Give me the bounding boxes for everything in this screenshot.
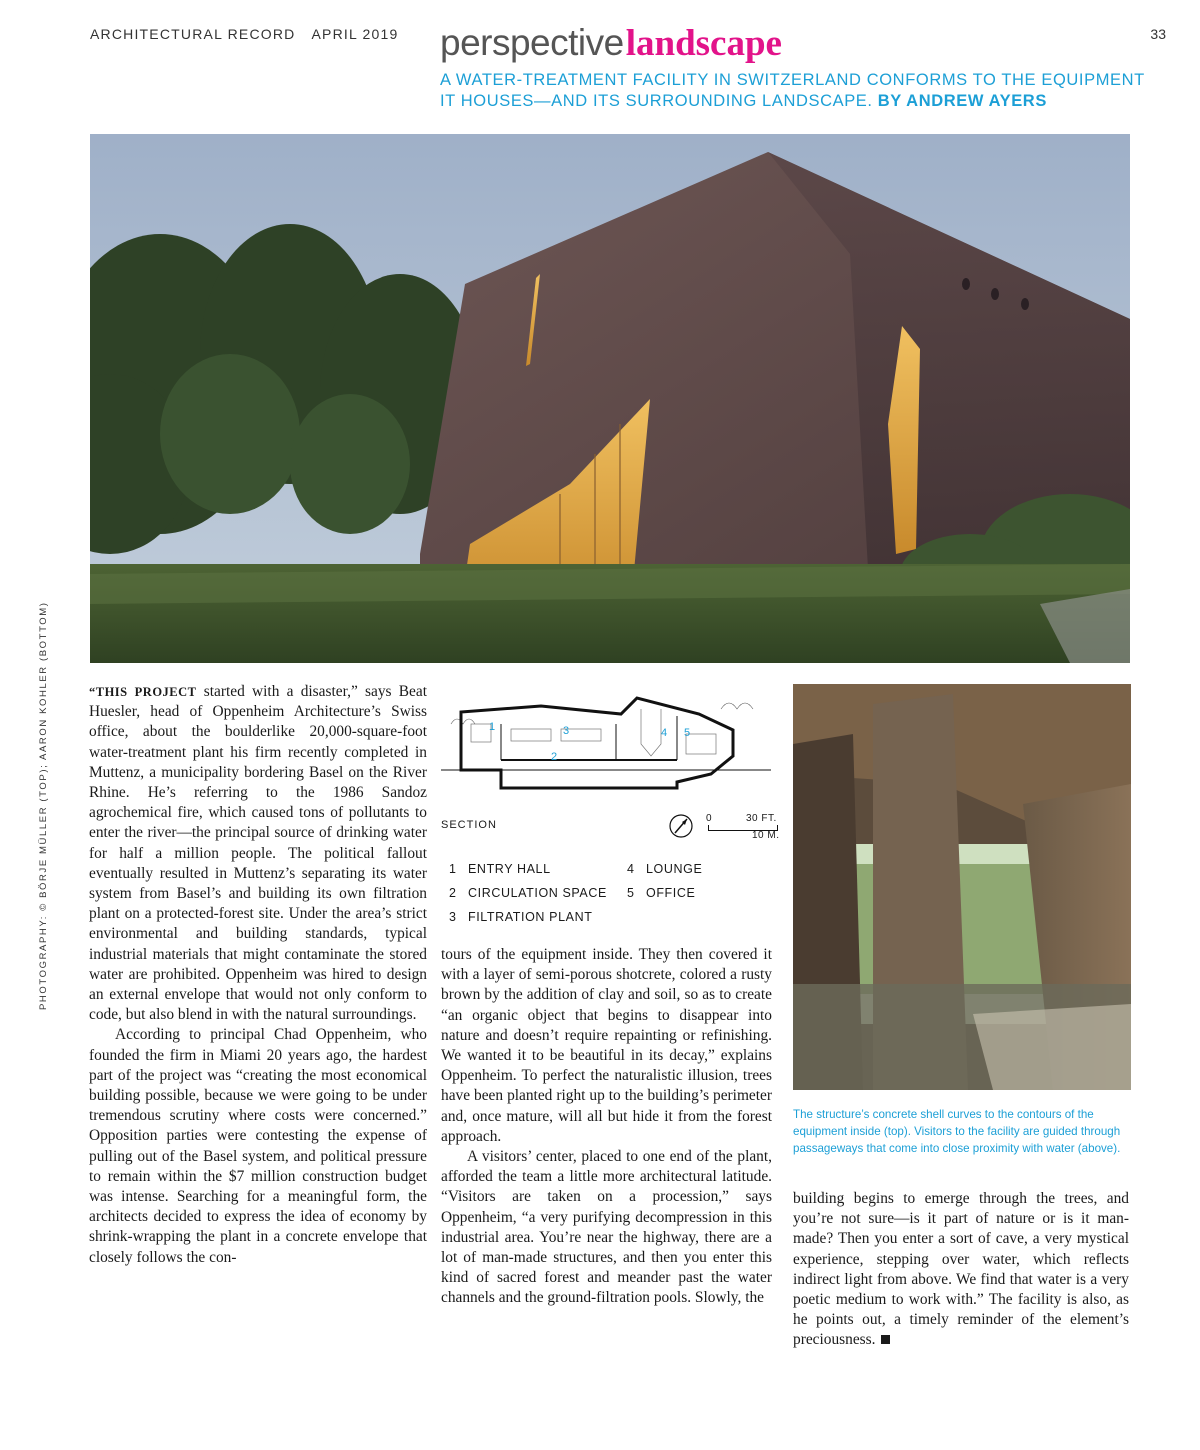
section-title (440, 22, 782, 65)
paragraph: According to principal Chad Oppenheim, who founded the firm in Miami 20 years ago, the hardest part of the project was “creating the most economical building possible, because we were going to be under tremendous scrutiny where costs were concerned.” Opposition parties were contesting the expense of pulling out of the Basel system, and political pressure to remain within the $7 million construction budget was intense. Searching for a meaningful form, the architects decided to express the idea of economy by shrink-wrapping the plant in a concrete envelope that closely follows the con- (89, 1026, 427, 1266)
legend-label: OFFICE (646, 886, 696, 900)
callout-1: 1 (489, 721, 496, 733)
photo-caption: The structure’s concrete shell curves to the contours of the equipment inside (top). Visitors to the facility are guided through passageways that come into close proximity with water (above). (793, 1108, 1121, 1155)
interior-photo (793, 684, 1131, 1090)
legend-num: 3 (449, 910, 457, 924)
paragraph: “THIS PROJECT started with a disaster,” says Beat Huesler, head of Oppenheim Architecture’s Swiss office, about the boulderlike 20,000-square-foot water-treatment plant his firm recently completed in Muttenz, a municipality bordering Basel on the River Rhine. He’s referring to the 1986 Sandoz agrochemical fire, which caused tons of pollutants to enter the river—the principal source of drinking water for half a million people. The political fallout eventually resulted in Muttenz’s separating its water system from Basel’s and building its own filtration plant on a protected-forest site. Under the area’s strict environmental and building standards, typical industrial materials that might contaminate the stored water are prohibited. Oppenheim was hired to design an external envelope that would not only conform to code, but also blend in with the natural surroundings. (89, 683, 427, 1024)
title-perspective: perspective (440, 22, 624, 63)
main-photo (90, 134, 1130, 663)
title-landscape: landscape (625, 23, 782, 64)
paragraph: A visitors’ center, placed to one end of the plant, afforded the team a little more architectural latitude. “Visitors are taken on a procession,” says Oppenheim, “a very purifying decompression in this industrial area. You’re near the highway, there are a lot of man-made structures, and then you enter this kind of sacred forest and meander past the water channels and the ground-filtration pools. Slowly, the (441, 1148, 772, 1307)
legend-item (449, 886, 607, 900)
section-drawing (441, 684, 771, 804)
byline: BY ANDREW AYERS (877, 92, 1047, 110)
callout-2: 2 (551, 751, 558, 763)
body-column-2 (441, 945, 772, 1309)
section-label: SECTION (441, 819, 497, 831)
page-number: 33 (1150, 26, 1166, 42)
callout-3: 3 (563, 725, 570, 737)
deck (440, 70, 1160, 112)
scale-zero: 0 (706, 813, 713, 824)
legend-label: FILTRATION PLANT (468, 910, 593, 924)
end-mark-icon (881, 1335, 890, 1344)
body-column-3 (793, 1189, 1129, 1351)
paragraph: building begins to emerge through the trees, and you’re not sure—is it part of nature or is it man-made? Then you enter a sort of cave, a very mystical experience, stepping over water, which reflects indirect light from above. We find that water is a very poetic medium to work with.” The facility is also, as he points out, a timely reminder of the element’s preciousness. (793, 1190, 1129, 1349)
magazine-name: ARCHITECTURAL RECORD (90, 26, 296, 42)
legend-num: 4 (627, 862, 635, 876)
callout-4: 4 (661, 727, 668, 739)
legend-label: ENTRY HALL (468, 862, 551, 876)
issue-date: APRIL 2019 (311, 26, 399, 42)
legend-num: 2 (449, 886, 457, 900)
legend-num: 5 (627, 886, 635, 900)
legend-item (449, 862, 551, 876)
callout-5: 5 (684, 727, 691, 739)
photo-credit: PHOTOGRAPHY: © BÖRJE MÜLLER (TOP); AARON KOHLER (BOTTOM) (38, 601, 49, 1010)
scale-meters: 10 M. (752, 830, 780, 841)
legend-label: LOUNGE (646, 862, 703, 876)
legend-num: 1 (449, 862, 457, 876)
deck-text: A WATER-TREATMENT FACILITY IN SWITZERLAND CONFORMS TO THE EQUIPMENT IT HOUSES—AND ITS SURROUNDING LANDSCAPE. (440, 71, 1145, 110)
legend-item (449, 910, 592, 924)
running-header (90, 26, 398, 42)
legend-item (627, 886, 695, 900)
legend-label: CIRCULATION SPACE (468, 886, 607, 900)
north-arrow-icon (668, 813, 694, 844)
paragraph: tours of the equipment inside. They then covered it with a layer of semi-porous shotcrete, colored a rusty brown by the addition of clay and soil, so as to create “an organic object that begins to disappear into nature and doesn’t require repainting or refinishing. We wanted it to be beautiful in its decay,” explains Oppenheim. To perfect the naturalistic illusion, trees have been planted right up to the building’s perimeter and, once mature, will all but hide it from the forest approach. (441, 946, 772, 1145)
legend-item (627, 862, 702, 876)
scale-feet: 30 FT. (746, 813, 777, 824)
body-column-1 (89, 682, 427, 1268)
lead-in: “THIS PROJECT (89, 685, 197, 699)
